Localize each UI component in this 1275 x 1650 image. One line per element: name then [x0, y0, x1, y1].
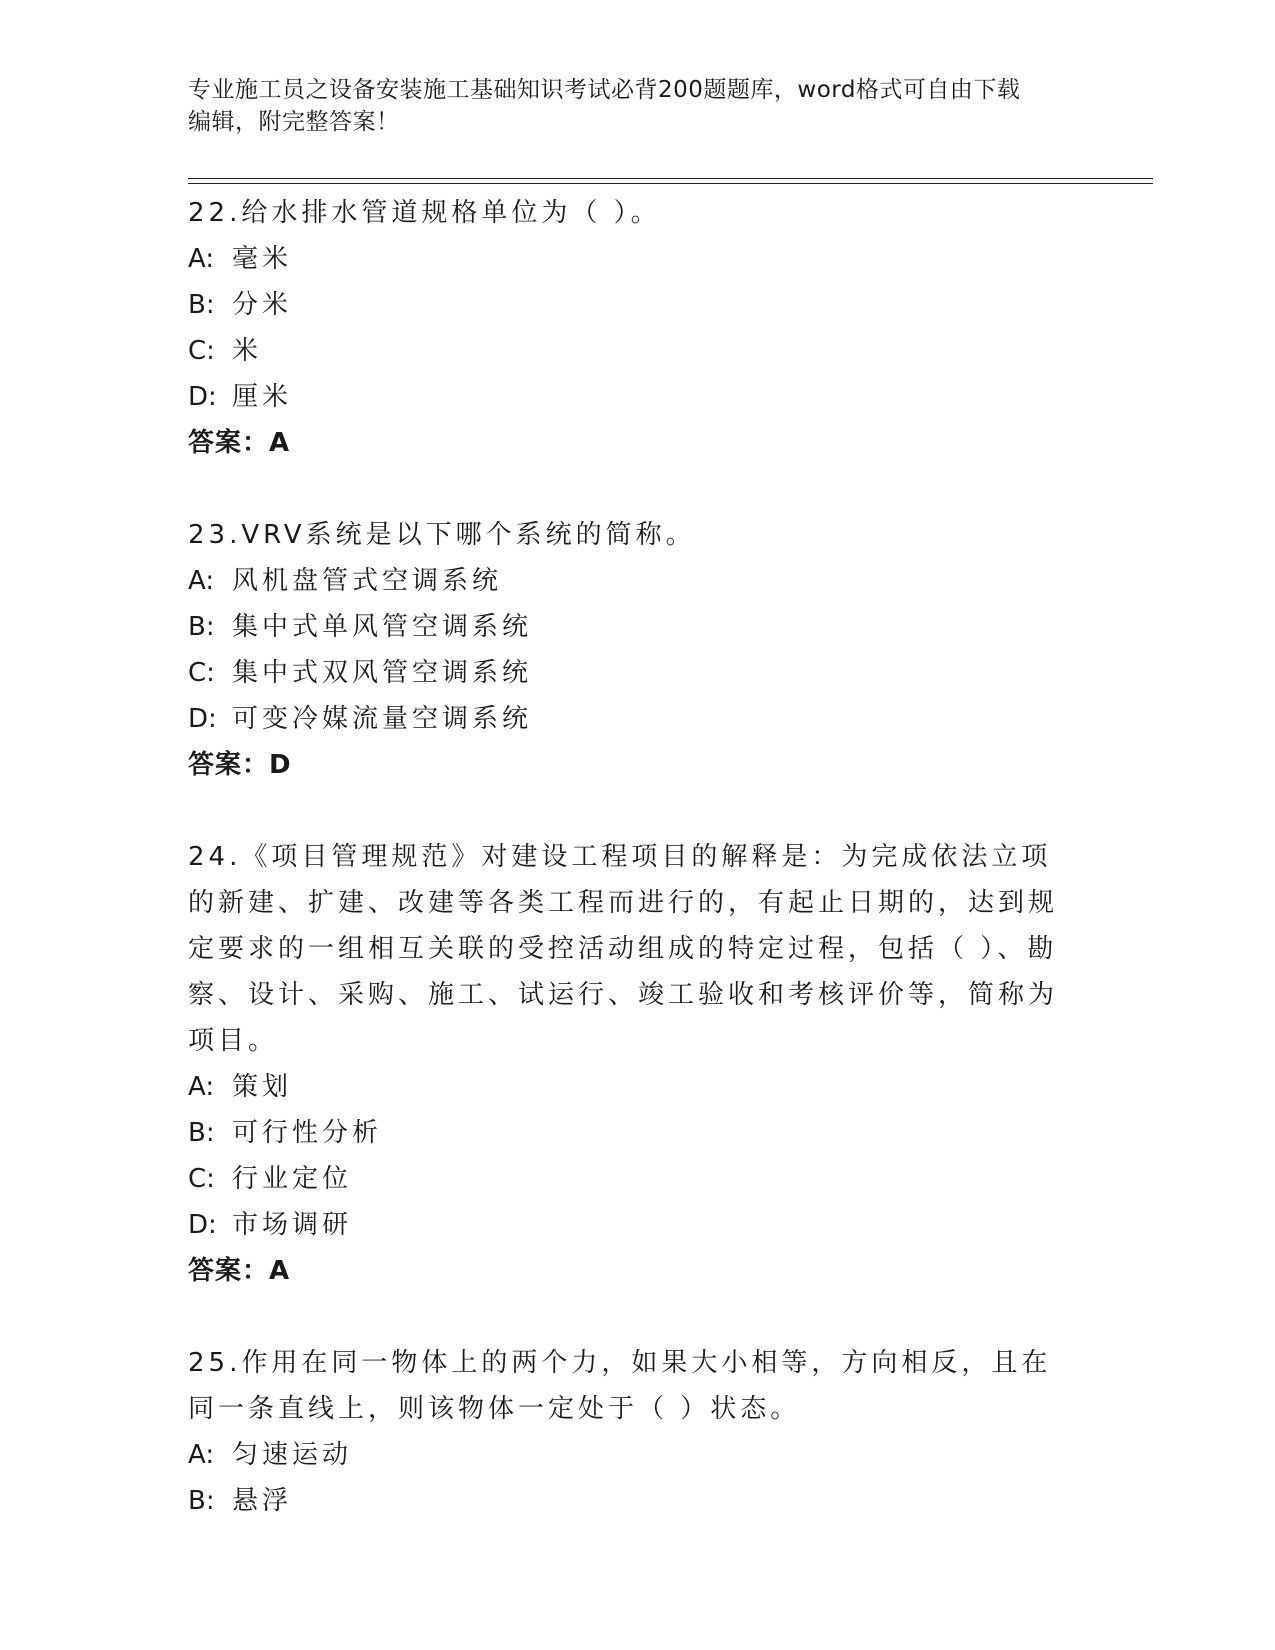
option-b	[188, 604, 1068, 650]
option-label: C:	[188, 1164, 215, 1194]
question-text: 23.VRV系统是以下哪个系统的简称。	[188, 520, 696, 550]
option-label: B:	[188, 612, 215, 642]
question-item	[188, 512, 1068, 788]
option-label: A:	[188, 244, 215, 274]
option-label: B:	[188, 1486, 215, 1516]
header-title-line-1: 专业施工员之设备安装施工基础知识考试必背200题题库，word格式可自由下载	[188, 77, 1021, 103]
option-label: D:	[188, 382, 217, 412]
option-text: 可行性分析	[232, 1118, 383, 1148]
option-a	[188, 236, 1068, 282]
option-label: A:	[188, 1440, 215, 1470]
option-text: 悬浮	[232, 1486, 293, 1516]
option-text: 集中式单风管空调系统	[232, 612, 533, 642]
option-d	[188, 374, 1068, 420]
option-text: 市场调研	[232, 1210, 353, 1240]
option-text: 策划	[232, 1072, 293, 1102]
option-b	[188, 1110, 1068, 1156]
option-label: A:	[188, 1072, 215, 1102]
option-label: D:	[188, 1210, 217, 1240]
option-text: 集中式双风管空调系统	[232, 658, 533, 688]
question-item	[188, 190, 1068, 466]
answer-text: 答案：A	[188, 1256, 291, 1286]
option-text: 厘米	[232, 382, 293, 412]
option-text: 风机盘管式空调系统	[232, 566, 503, 596]
header-divider-bottom	[188, 183, 1153, 184]
option-label: B:	[188, 290, 215, 320]
question-list	[188, 190, 1068, 1570]
option-text: 米	[232, 336, 263, 366]
question-text: 25.作用在同一物体上的两个力，如果大小相等，方向相反，且在同一条直线上，则该物体一定处于（ ）状态。	[188, 1348, 1052, 1424]
option-d	[188, 696, 1068, 742]
option-b	[188, 282, 1068, 328]
option-d	[188, 1202, 1068, 1248]
option-text: 匀速运动	[232, 1440, 353, 1470]
option-text: 分米	[232, 290, 293, 320]
option-a	[188, 1064, 1068, 1110]
option-c	[188, 1156, 1068, 1202]
option-a	[188, 558, 1068, 604]
header-divider-top	[188, 178, 1153, 179]
document-header	[188, 74, 1088, 138]
answer-text: 答案：A	[188, 428, 291, 458]
header-title-line-2: 编辑，附完整答案！	[188, 109, 400, 135]
option-text: 行业定位	[232, 1164, 353, 1194]
question-item	[188, 1340, 1068, 1524]
option-c	[188, 328, 1068, 374]
option-text: 可变冷媒流量空调系统	[232, 704, 533, 734]
answer-text: 答案：D	[188, 750, 292, 780]
question-item	[188, 834, 1068, 1294]
option-label: C:	[188, 336, 215, 366]
question-text: 22.给水排水管道规格单位为（ ）。	[188, 198, 661, 228]
question-text: 24.《项目管理规范》对建设工程项目的解释是：为完成依法立项的新建、扩建、改建等各类工程而进行的，有起止日期的，达到规定要求的一组相互关联的受控活动组成的特定过程，包括（ ）、勘察、设计、采购、施工、试运行、竣工验收和考核评价等，简称为项目。	[188, 842, 1059, 1056]
option-label: D:	[188, 704, 217, 734]
option-b	[188, 1478, 1068, 1524]
option-label: C:	[188, 658, 215, 688]
option-text: 毫米	[232, 244, 293, 274]
option-label: B:	[188, 1118, 215, 1148]
option-a	[188, 1432, 1068, 1478]
option-c	[188, 650, 1068, 696]
option-label: A:	[188, 566, 215, 596]
